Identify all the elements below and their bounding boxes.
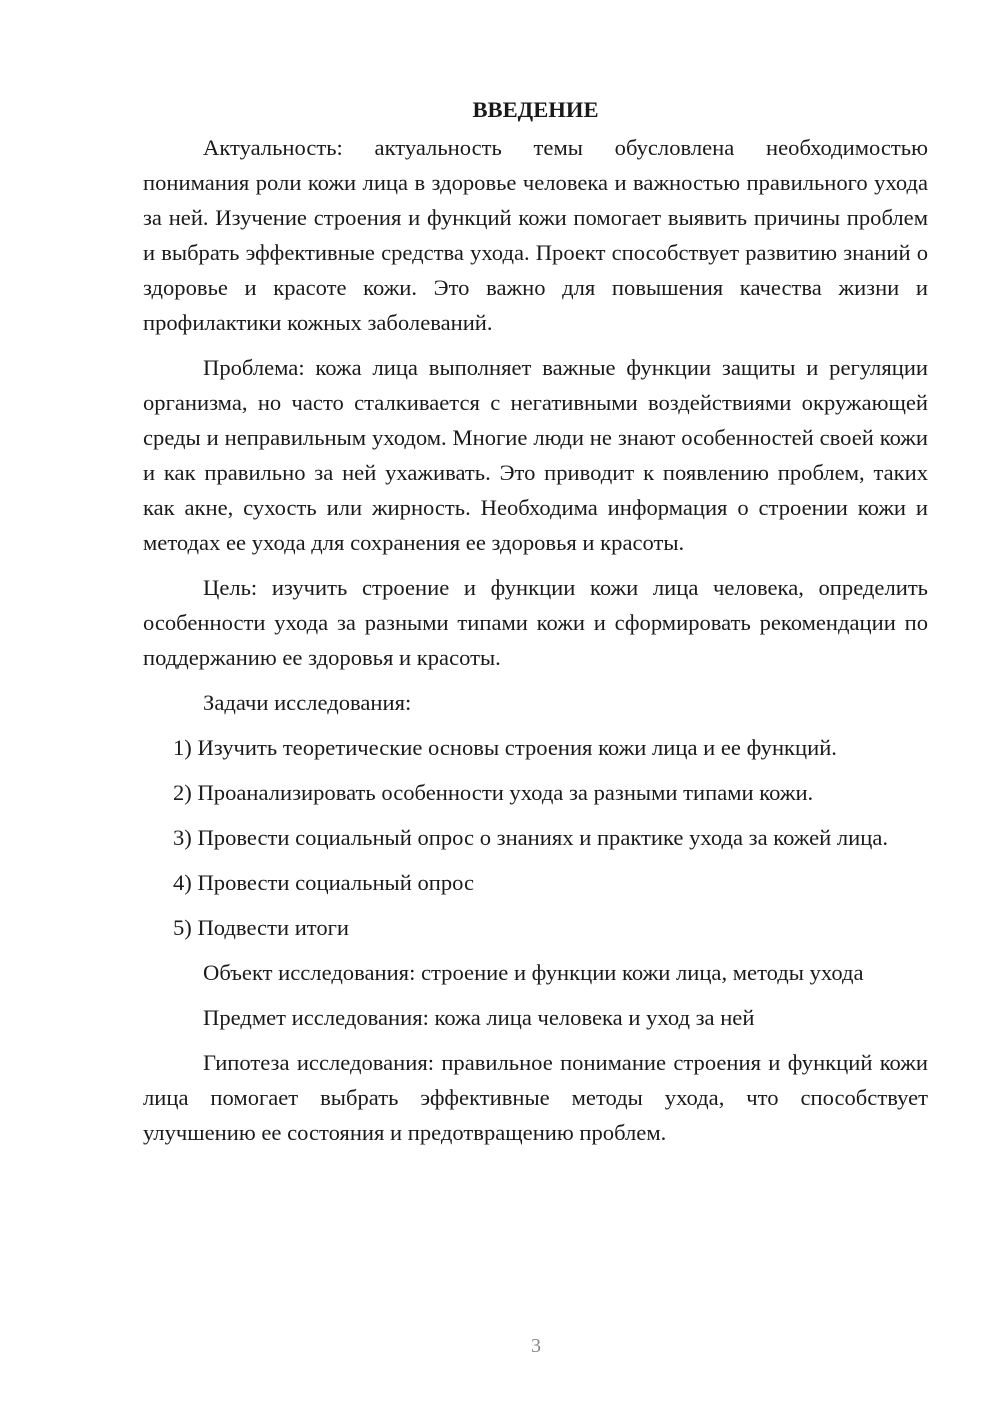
task-item: 2) Проанализировать особенности ухода за разными типами кожи. [173,780,814,805]
section-title: ВВЕДЕНИЕ [472,97,599,122]
task-item: 3) Провести социальный опрос о знаниях и практике ухода за кожей лица. [173,825,889,850]
task-item: 5) Подвести итоги [173,915,350,940]
tasks-heading: Задачи исследования: [203,690,412,715]
subject-paragraph: Предмет исследования: кожа лица человека и уход за ней [203,1005,755,1030]
hypothesis-paragraph: Гипотеза исследования: правильное понимание строения и функций кожи лица помогает выбрать эффективные методы ухода, что способствует улучшению ее состояния и предотвращению проблем. [143,1050,928,1145]
goal-paragraph: Цель: изучить строение и функции кожи лица человека, определить особенности ухода за разными типами кожи и сформировать рекомендации по поддержанию ее здоровья и красоты. [143,575,928,670]
task-item: 4) Провести социальный опрос [173,870,475,895]
page-number: 3 [531,1335,541,1357]
task-item: 1) Изучить теоретические основы строения кожи лица и ее функций. [173,735,837,760]
problem-paragraph: Проблема: кожа лица выполняет важные функции защиты и регуляции организма, но часто сталкивается с негативными воздействиями окружающей среды и неправильным уходом. Многие люди не знают особенностей своей кожи и как правильно за ней ухаживать. Это приводит к появлению проблем, таких как акне, сухость или жирность. Необходима информация о строении кожи и методах ее ухода для сохранения ее здоровья и красоты. [143,355,928,555]
object-paragraph: Объект исследования: строение и функции кожи лица, методы ухода [203,960,864,985]
relevance-paragraph: Актуальность: актуальность темы обусловлена необходимостью понимания роли кожи лица в здоровье человека и важностью правильного ухода за ней. Изучение строения и функций кожи помогает выявить причины проблем и выбрать эффективные средства ухода. Проект способствует развитию знаний о здоровье и красоте кожи. Это важно для повышения качества жизни и профилактики кожных заболеваний. [143,135,928,335]
page-content [143,92,928,1160]
